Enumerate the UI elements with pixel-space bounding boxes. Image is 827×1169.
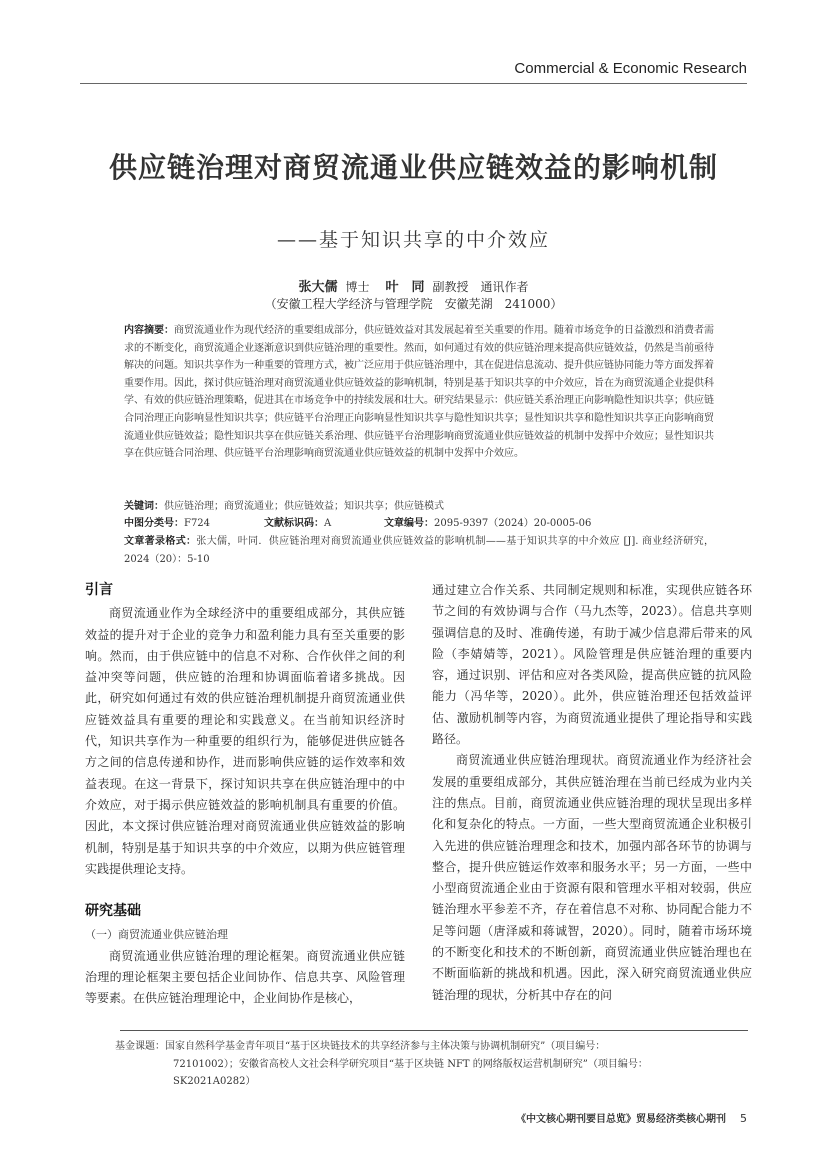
article-number-value: 2095-9397（2024）20-0005-06 bbox=[434, 518, 592, 529]
footnote-label: 基金课题： bbox=[115, 1041, 165, 1052]
citation-label: 文章著录格式： bbox=[124, 536, 197, 547]
keywords-text: 供应链治理；商贸流通业；供应链效益；知识共享；供应链模式 bbox=[164, 501, 444, 512]
author-1-name: 张大儒 bbox=[298, 280, 338, 295]
abstract-text: 商贸流通业作为现代经济的重要组成部分，供应链效益对其发展起着至关重要的作用。随着市场竞争的日益激烈和消费者需求的不断变化，商贸流通企业逐渐意识到供应链治理的重要性。然而，如何通过有效的供应链治理来提高供应链效益，仍然是当前亟待解决的问题。知识共享作为一种重要的管理方式，被广泛应用于供应链治理中，其在促进信息流动、提升供应链协同能力等方面发挥着重要作用。因此，探讨供应链治理对商贸流通业供应链效益的影响机制，特别是基于知识共享的中介效应，旨在为商贸流通企业提供科学、有效的供应链治理策略，促进其在市场竞争中的持续发展和壮大。研究结果显示：供应链关系治理正向影响隐性知识共享；供应链合同治理正向影响显性知识共享；供应链平台治理正向影响显性知识共享与隐性知识共享；显性知识共享和隐性知识共享正向影响商贸流通业供应链效益；隐性知识共享在供应链关系治理、供应链平台治理影响商贸流通业供应链效益的机制中发挥中介效应；显性知识共享在供应链合同治理、供应链平台治理影响商贸流通业供应链效益的机制中发挥中介效应。 bbox=[124, 325, 714, 460]
abstract bbox=[124, 322, 714, 463]
footnote-line-3: SK2021A0282） bbox=[173, 1076, 256, 1087]
header-divider bbox=[80, 83, 747, 84]
right-paragraph-2: 商贸流通业供应链治理现状。商贸流通业作为经济社会发展的重要组成部分，其供应链治理在当前已经成为业内关注的焦点。目前，商贸流通业供应链治理的现状呈现出多样化和复杂化的特点。一方面，一些大型商贸流通企业积极引入先进的供应链治理理念和技术，加强内部各环节的协调与整合，提升供应链运作效率和服务水平；另一方面，一些中小型商贸流通企业由于资源有限和管理水平相对较弱，供应链治理水平参差不齐，存在着信息不对称、协同配合能力不足等问题（唐泽威和蒋诚智，2020）。同时，随着市场环境的不断变化和技术的不断创新，商贸流通业供应链治理也在不断面临新的挑战和机遇。因此，深入研究商贸流通业供应链治理的现状，分析其中存在的问 bbox=[432, 753, 752, 1002]
author-2-title: 副教授 通讯作者 bbox=[432, 280, 529, 294]
footer-text: 《中文核心期刊要目总览》贸易经济类核心期刊 bbox=[516, 1114, 726, 1125]
funding-footnote bbox=[115, 1038, 715, 1091]
citation-text: 张大儒，叶同．供应链治理对商贸流通业供应链效益的影响机制——基于知识共享的中介效应 [J]. 商业经济研究，2024（20）：5-10 bbox=[124, 536, 714, 565]
footnote-line-1: 国家自然科学基金青年项目“基于区块链技术的共享经济参与主体决策与协调机制研究”（项目编号： bbox=[165, 1041, 606, 1052]
clc-value: F724 bbox=[184, 518, 211, 529]
journal-name: Commercial & Economic Research bbox=[514, 60, 747, 77]
author-affiliation: （安徽工程大学经济与管理学院 安徽芜湖 241000） bbox=[264, 297, 563, 311]
right-paragraph-1: 通过建立合作关系、共同制定规则和标准，实现供应链各环节之间的有效协调与合作（马九杰等，2023）。信息共享则强调信息的及时、准确传递，有助于减少信息滞后带来的风险（李婧婧等，2021）。风险管理是供应链治理的重要内容，通过识别、评估和应对各类风险，提高供应链的抗风险能力（冯华等，2020）。此外，供应链治理还包括效益评估、激励机制等内容，为商贸流通业提供了理论指导和实践路径。 bbox=[432, 583, 752, 747]
keywords-label: 关键词： bbox=[124, 501, 164, 512]
author-1-title: 博士 bbox=[345, 280, 370, 294]
article-number-label: 文章编号： bbox=[384, 518, 434, 529]
left-column bbox=[85, 580, 405, 1010]
right-column bbox=[432, 580, 752, 1006]
footnote-divider bbox=[120, 1030, 748, 1031]
paper-title: 供应链治理对商贸流通业供应链效益的影响机制 bbox=[108, 151, 718, 184]
citation bbox=[124, 533, 714, 568]
doc-code-label: 文献标识码： bbox=[264, 518, 324, 529]
doc-code-value: A bbox=[324, 518, 332, 529]
clc-label: 中图分类号： bbox=[124, 518, 184, 529]
classification-row bbox=[124, 515, 714, 533]
page-footer bbox=[516, 1110, 747, 1125]
author-line bbox=[0, 276, 827, 295]
footnote-line-2: 72101002）；安徽省高校人文社会科学研究项目“基于区块链 NFT 的网络版权运营机制研究”（项目编号： bbox=[173, 1058, 648, 1070]
paper-subtitle: ——基于知识共享的中介效应 bbox=[276, 229, 550, 251]
intro-paragraph: 商贸流通业作为全球经济中的重要组成部分，其供应链效益的提升对于企业的竞争力和盈利能力具有至关重要的影响。然而，由于供应链中的信息不对称、合作伙伴之间的利益冲突等问题，供应链的治理和协调面临着诸多挑战。因此，研究如何通过有效的供应链治理机制提升商贸流通业供应链效益具有重要的理论和实践意义。在当前知识经济时代，知识共享作为一种重要的组织行为，能够促进供应链各方之间的信息传递和协作，进而影响供应链的运作效率和效益表现。在这一背景下，探讨知识共享在供应链治理中的中介效应，对于揭示供应链效益的影响机制具有重要的价值。因此，本文探讨供应链治理对商贸流通业供应链效益的影响机制，特别是基于知识共享的中介效应，以期为供应链管理实践提供理论支持。 bbox=[85, 606, 405, 876]
page-number: 5 bbox=[740, 1112, 747, 1125]
abstract-label: 内容摘要： bbox=[124, 325, 174, 336]
intro-heading: 引言 bbox=[85, 582, 113, 598]
basis-subheading: （一）商贸流通业供应链治理 bbox=[85, 928, 228, 942]
basis-heading: 研究基础 bbox=[85, 903, 141, 920]
basis-paragraph: 商贸流通业供应链治理的理论框架。商贸流通业供应链治理的理论框架主要包括企业间协作、信息共享、风险管理等要素。在供应链治理理论中，企业间协作是核心， bbox=[85, 948, 405, 1006]
author-2-name: 叶 同 bbox=[385, 280, 425, 295]
keywords bbox=[124, 498, 714, 516]
